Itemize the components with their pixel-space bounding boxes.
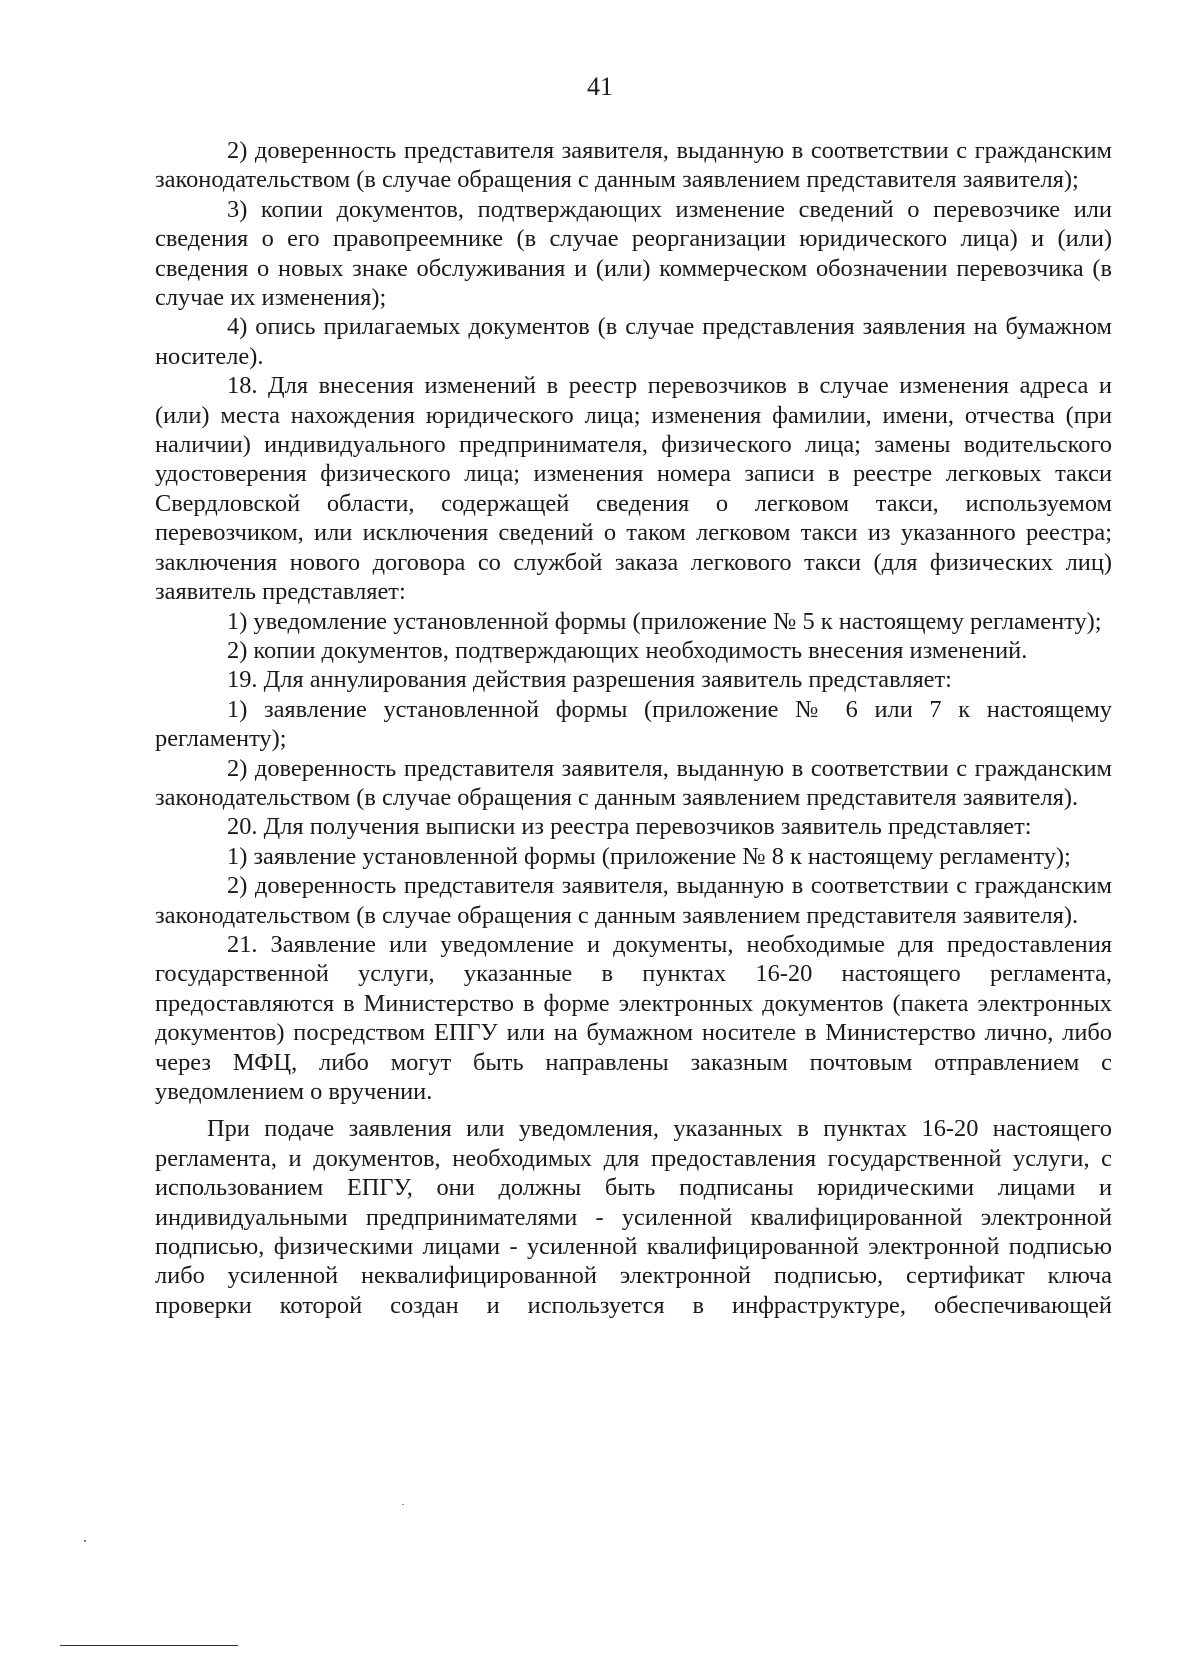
scan-speck [402,1504,404,1505]
body-text [155,136,1112,1320]
paragraph-clause-20-item-2: 2) доверенность представителя заявителя, выданную в соответствии с гражданским законодательством (в случае обращения с данным заявлением представителя заявителя). [155,872,1112,929]
paragraph-clause-18: 18. Для внесения изменений в реестр перевозчиков в случае изменения адреса и (или) места нахождения юридического лица; изменения фамилии, имени, отчества (при наличии) индивидуального предпринимателя, физического лица; замены водительского удостоверения физического лица; изменения номера записи в реестре легковых такси Свердловской области, содержащей сведения о легковом такси, используемом перевозчиком, или исключения сведений о таком легковом такси из указанного реестра; заключения нового договора со службой заказа легкового такси (для физических лиц) заявитель представляет: [155,372,1112,606]
paragraph-epgu-signature: При подаче заявления или уведомления, указанных в пунктах 16-20 настоящего регламента, и документов, необходимых для предоставления государственной услуги, с использованием ЕПГУ, они должны быть подписаны юридическими лицами и индивидуальными предпринимателями - усиленной квалифицированной электронной подписью, физическими лицами - усиленной квалифицированной электронной подписью либо усиленной неквалифицированной электронной подписью, сертификат ключа проверки которой создан и используется в инфраструктуре, обеспечивающей [155,1115,1112,1319]
paragraph-clause-20-item-1: 1) заявление установленной формы (приложение № 8 к настоящему регламенту); [227,842,1071,870]
scan-speck [84,1540,86,1542]
paragraph-clause-18-item-1: 1) уведомление установленной формы (приложение № 5 к настоящему регламенту); [227,607,1102,635]
paragraph-clause-19-item-2: 2) доверенность представителя заявителя, выданную в соответствии с гражданским законодательством (в случае обращения с данным заявлением представителя заявителя). [155,754,1112,811]
paragraph-item-2-power-of-attorney: 2) доверенность представителя заявителя, выданную в соответствии с гражданским законодательством (в случае обращения с данным заявлением представителя заявителя); [155,137,1112,194]
paragraph-item-3-document-copies: 3) копии документов, подтверждающих изменение сведений о перевозчике или сведения о его правопреемнике (в случае реорганизации юридического лица) и (или) сведения о новых знаке обслуживания и (или) коммерческом обозначении перевозчика (в случае их изменения); [155,195,1112,312]
page-number: 41 [587,72,613,101]
paragraph-clause-19-item-1: 1) заявление установленной формы (приложение № 6 или 7 к настоящему регламенту); [155,695,1112,753]
paragraph-clause-20: 20. Для получения выписки из реестра перевозчиков заявитель представляет: [227,813,1032,841]
footnote-separator-line [60,1645,238,1646]
paragraph-clause-18-item-2: 2) копии документов, подтверждающих необходимость внесения изменений. [227,636,1028,664]
paragraph-clause-19: 19. Для аннулирования действия разрешения заявитель представляет: [227,666,952,694]
paragraph-item-4-inventory: 4) опись прилагаемых документов (в случае представления заявления на бумажном носителе). [155,313,1112,370]
paragraph-clause-21: 21. Заявление или уведомление и документы, необходимые для предоставления государственной услуги, указанные в пунктах 16-20 настоящего регламента, предоставляются в Министерство в форме электронных документов (пакета электронных документов) посредством ЕПГУ или на бумажном носителе в Министерство лично, либо через МФЦ, либо могут быть направлены заказным почтовым отправлением с уведомлением о вручении. [155,930,1112,1105]
